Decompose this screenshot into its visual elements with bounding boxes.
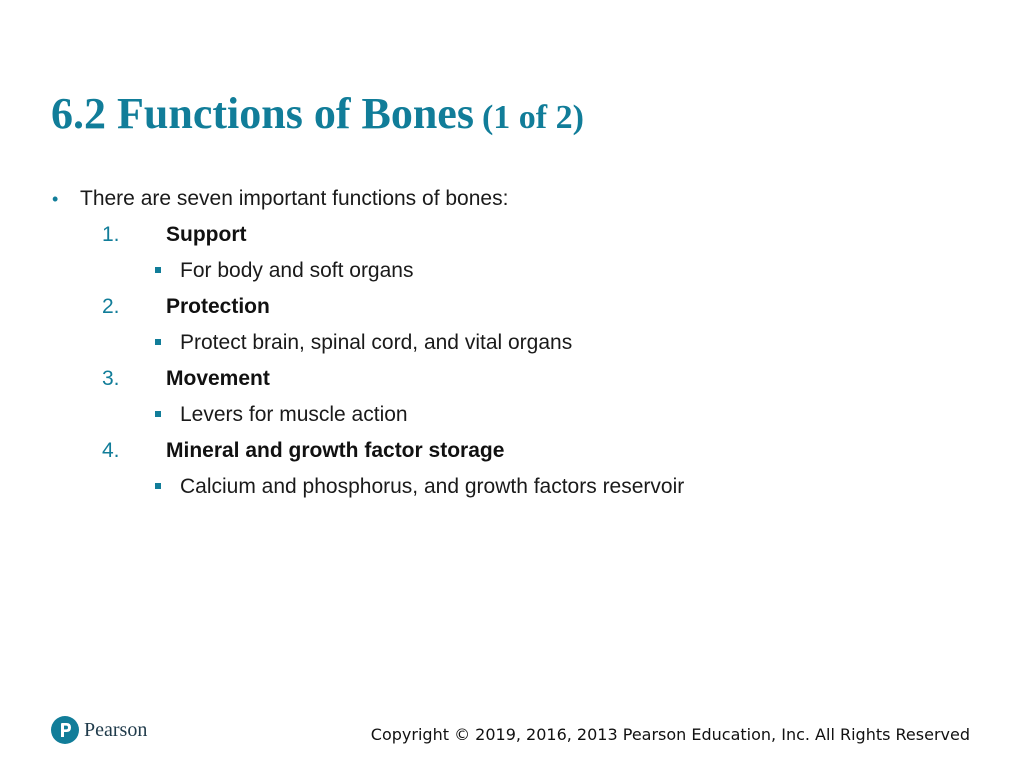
square-bullet-icon [155, 411, 161, 417]
square-bullet-icon [155, 483, 161, 489]
slide-title [51, 89, 584, 138]
function-number: 2. [102, 295, 120, 318]
slide-title-suffix: (1 of 2) [481, 99, 584, 136]
round-bullet-icon: • [52, 189, 59, 209]
function-detail-text: Protect brain, spinal cord, and vital organs [180, 331, 573, 354]
function-detail-text: Levers for muscle action [180, 403, 408, 426]
function-label: Movement [166, 367, 270, 390]
square-bullet-icon [155, 339, 161, 345]
function-detail-text: For body and soft organs [180, 259, 414, 282]
pearson-wordmark: Pearson [84, 718, 148, 741]
pearson-logo-icon [51, 716, 79, 744]
function-label: Mineral and growth factor storage [166, 439, 505, 462]
function-number: 1. [102, 223, 120, 246]
pearson-logo [51, 714, 147, 746]
function-number: 4. [102, 439, 120, 462]
function-detail-text: Calcium and phosphorus, and growth factors reservoir [180, 475, 685, 498]
square-bullet-icon [155, 267, 161, 273]
function-label: Protection [166, 295, 270, 318]
slide-title-main: 6.2 Functions of Bones [51, 89, 474, 138]
function-label: Support [166, 223, 247, 246]
function-number: 3. [102, 367, 120, 390]
copyright-notice: Copyright © 2019, 2016, 2013 Pearson Education, Inc. All Rights Reserved [370, 725, 970, 744]
intro-bullet-text: There are seven important functions of bones: [80, 187, 509, 210]
